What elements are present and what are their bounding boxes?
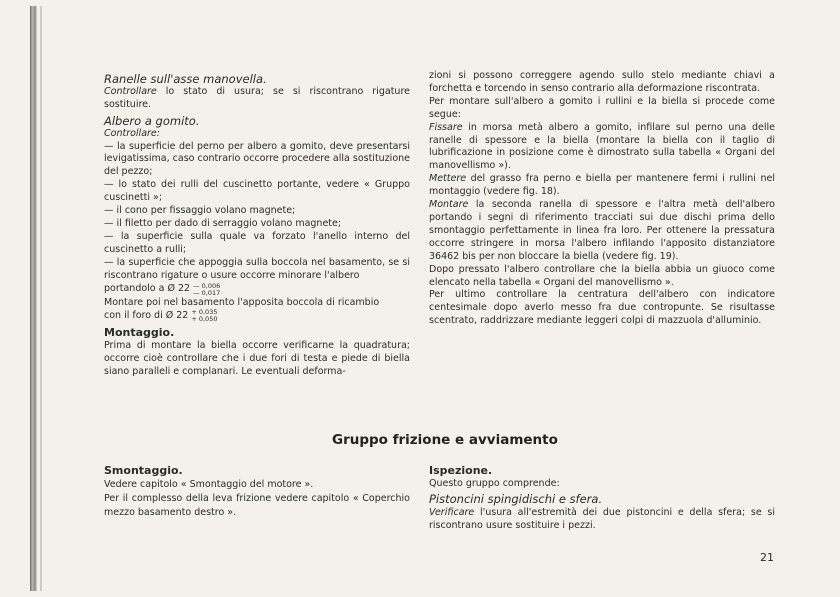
binding-spine [30,6,37,591]
label-controllare: Controllare: [104,127,160,139]
list-item: — la superficie sulla quale va forzato l'anello interno del cuscinetto a rulli; [104,230,410,255]
paragraph: Per ultimo controllare la centratura dell'albero con indicatore centesimale dopo averlo messo fra due contropunte. Se risultasse scentrato, raddrizzare mediante leggeri colpi di mazzuola d'alluminio. [429,289,775,327]
ispezione-block [429,460,775,532]
paragraph: Per montare sull'albero a gomito i rullini e la biella si procede come segue: [429,95,775,120]
paragraph-boccola: Montare poi nel basamento l'apposita boccola di ricambio [104,296,380,308]
heading-albero: Albero a gomito. [104,113,200,128]
paragraph: Questo gruppo comprende: [429,478,560,489]
heading-smontaggio: Smontaggio. [104,464,183,477]
paragraph: Mettere del grasso fra perno e biella per mantenere fermi i rullini nel montaggio (vedere fig. 18). [429,173,775,198]
page-number: 21 [760,551,774,564]
heading-ranelle: Ranelle sull'asse manovella. [104,72,267,86]
list-item: — la superficie che appoggia sulla boccola nel basamento, se si riscontrano rigature o usure occorre minorare l'albero [104,256,410,281]
paragraph: Dopo pressato l'albero controllare che la biella abbia un giuoco come elencato nella tabella « Organi del manovellismo ». [429,263,775,288]
paragraph: Vedere capitolo « Smontaggio del motore ». [104,479,314,490]
binding-edge [40,6,42,591]
paragraph: Fissare in morsa metà albero a gomito, infilare sul perno una delle ranelle di spessore e la biella (montare la biella con il taglio di lubrificazione in posizione come è dimostrato sulla tabella « Organi del manovellismo »). [429,121,775,172]
left-column [104,70,410,379]
paragraph: zioni si possono correggere agendo sullo stelo mediante chiavi a forchetta e torcendo in senso contrario alla deformazione riscontrata. [429,70,775,94]
list-item: — il filetto per dado di serraggio volano magnete; [104,217,342,229]
paragraph: Per il complesso della leva frizione vedere capitolo « Coperchio mezzo basamento destro ». [104,493,410,518]
paragraph-ranelle: Controllare lo stato di usura; se si riscontrano rigature sostituire. [104,85,410,110]
tolerance: — 0,006 — 0,017 [193,281,221,297]
heading-ispezione: Ispezione. [429,464,493,477]
formula-foro: con il foro di Ø 22 + 0,035 + 0,050 [104,308,218,324]
heading-montaggio: Montaggio. [104,326,175,340]
paragraph-montaggio: Prima di montare la biella occorre verificarne la quadratura; occorre cioè controllare che i due fori di testa e piede di biella siano paralleli e complanari. Le eventuali deforma- [104,340,410,378]
heading-pistoncini: Pistoncini spingidischi e sfera. [429,492,603,506]
list-item: — la superficie del perno per albero a gomito, deve presentarsi levigatissima, caso contrario occorre procedere alla sostituzione del pezzo; [104,140,410,178]
paragraph: Verificare l'usura all'estremità dei due pistoncini e della sfera; se si riscontrano usure sostituire i pezzi. [429,507,775,531]
right-column [429,70,775,328]
list-item: — lo stato dei rulli del cuscinetto portante, vedere « Gruppo cuscinetti »; [104,179,410,204]
section-title: Gruppo frizione e avviamento [332,432,558,448]
smontaggio-block [104,460,410,520]
formula-albero: portandolo a Ø 22 — 0,006 — 0,017 [104,281,221,297]
tolerance: + 0,035 + 0,050 [191,308,218,324]
list-item: — il cono per fissaggio volano magnete; [104,205,296,217]
paragraph: Montare la seconda ranella di spessore e l'altra metà dell'albero portando i segni di riferimento tracciati sui due dischi prima dello smontaggio perfettamente in linea fra loro. Per ottenere la pressatura occorre stringere in morsa l'albero infilando l'apposito distanziatore 36462 bis per non bloccare la biella (vedere fig. 19). [429,199,775,262]
